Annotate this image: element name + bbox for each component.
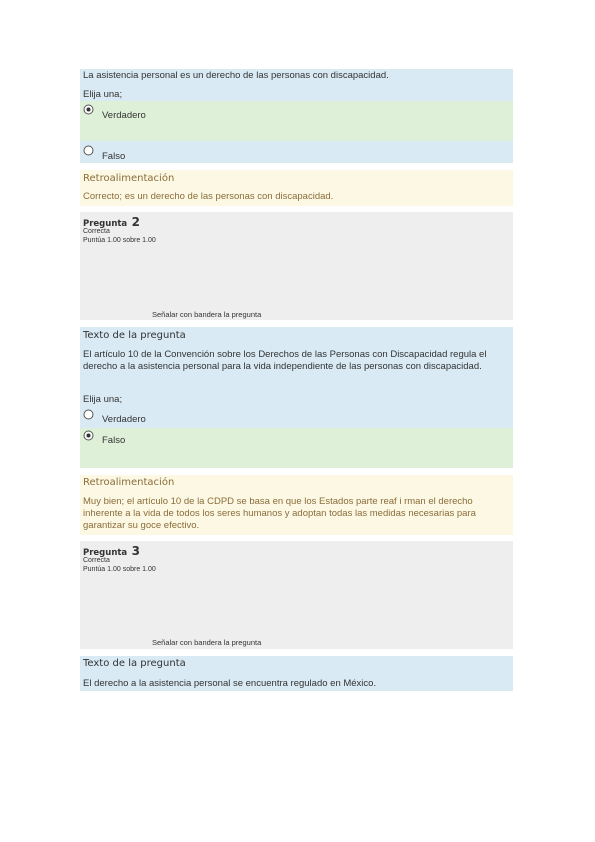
radio-unchecked-icon[interactable] bbox=[83, 145, 94, 156]
q1-feedback-title: Retroalimentación bbox=[83, 173, 175, 184]
q1-option-true-label: Verdadero bbox=[102, 110, 146, 121]
q1-feedback-text: Correcto; es un derecho de las personas con discapacidad. bbox=[83, 191, 334, 202]
q1-option-true-row[interactable] bbox=[80, 101, 513, 141]
radio-checked-icon[interactable] bbox=[83, 104, 94, 115]
q3-label: Pregunta bbox=[83, 548, 128, 558]
radio-unchecked-icon[interactable] bbox=[83, 409, 94, 420]
q2-option-true-label: Verdadero bbox=[102, 414, 146, 425]
q2-feedback-text: Muy bien; el artículo 10 de la CDPD se basa en que los Estados parte reaf i rman el derecho inherente a la vida de todos los seres humanos y adoptan todas las medidas necesarias para garantizar su goce efectivo. bbox=[83, 496, 476, 531]
q1-question-text-block bbox=[80, 69, 513, 101]
q2-feedback-block bbox=[80, 475, 513, 535]
q3-score: Puntúa 1.00 sobre 1.00 bbox=[83, 566, 156, 573]
q2-prompt: Elija una; bbox=[83, 394, 123, 405]
q1-prompt: Elija una; bbox=[83, 89, 123, 100]
q2-option-false-label: Falso bbox=[102, 435, 126, 446]
q2-number: 2 bbox=[131, 215, 140, 229]
q2-status: Correcta bbox=[83, 228, 110, 235]
radio-checked-icon[interactable] bbox=[83, 430, 94, 441]
q3-question-text: El derecho a la asistencia personal se encuentra regulado en México. bbox=[83, 678, 377, 689]
q3-question-text-block bbox=[80, 656, 513, 691]
q2-question-text-block bbox=[80, 327, 513, 428]
q2-question-text: El artículo 10 de la Convención sobre los Derechos de las Personas con Discapacidad regula el derecho a la asistencia personal para la vida independiente de las personas con discapacidad. bbox=[83, 349, 487, 372]
q1-option-false-label: Falso bbox=[102, 151, 126, 162]
q3-info-block bbox=[80, 541, 513, 649]
q1-feedback-block bbox=[80, 170, 513, 206]
q3-number: 3 bbox=[131, 544, 140, 558]
q2-score: Puntúa 1.00 sobre 1.00 bbox=[83, 237, 156, 244]
q1-question-text: La asistencia personal es un derecho de las personas con discapacidad. bbox=[83, 70, 389, 81]
q3-status: Correcta bbox=[83, 557, 110, 564]
q3-text-heading: Texto de la pregunta bbox=[83, 658, 186, 669]
q2-feedback-title: Retroalimentación bbox=[83, 477, 175, 488]
q2-option-false-row[interactable] bbox=[80, 428, 513, 468]
q2-flag-link[interactable]: Señalar con bandera la pregunta bbox=[152, 310, 262, 319]
q2-text-heading: Texto de la pregunta bbox=[83, 330, 186, 341]
q2-info-block bbox=[80, 212, 513, 320]
q3-flag-link[interactable]: Señalar con bandera la pregunta bbox=[152, 638, 262, 647]
q1-option-false-row[interactable] bbox=[80, 141, 513, 163]
q2-label: Pregunta bbox=[83, 219, 128, 229]
